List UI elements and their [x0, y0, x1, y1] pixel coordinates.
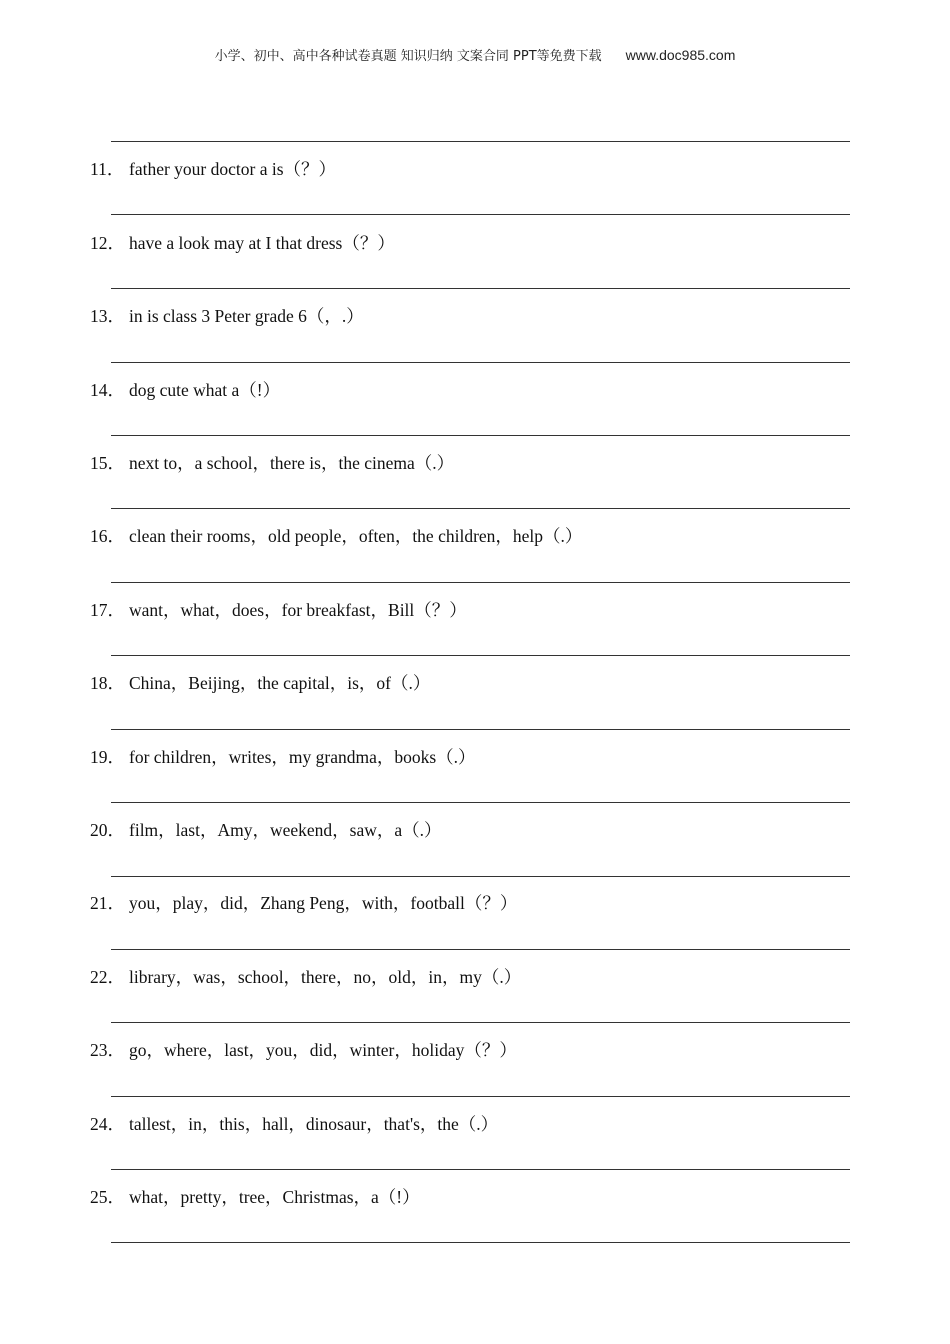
- question-number: 15．: [90, 453, 125, 473]
- answer-line-11[interactable]: [111, 214, 850, 215]
- question-18: [90, 672, 430, 694]
- answer-line[interactable]: [111, 141, 850, 142]
- question-13: [90, 305, 364, 327]
- question-number: 14．: [90, 380, 125, 400]
- question-16: [90, 525, 582, 547]
- question-number: 25．: [90, 1187, 125, 1207]
- answer-line-19[interactable]: [111, 802, 850, 803]
- question-text: clean their rooms，old people，often，the children，help（.）: [129, 526, 583, 546]
- question-21: [90, 892, 517, 914]
- question-number: 24．: [90, 1114, 125, 1134]
- question-11: [90, 158, 336, 180]
- header-site-link[interactable]: www.doc985.com: [625, 47, 736, 63]
- question-number: 22．: [90, 967, 125, 987]
- answer-line-18[interactable]: [111, 729, 850, 730]
- question-number: 12．: [90, 233, 125, 253]
- answer-line-14[interactable]: [111, 435, 850, 436]
- page-header: [0, 45, 950, 64]
- question-text: dog cute what a（!）: [129, 380, 281, 400]
- question-24: [90, 1113, 498, 1135]
- answer-line-21[interactable]: [111, 949, 850, 950]
- answer-line-13[interactable]: [111, 362, 850, 363]
- answer-line-23[interactable]: [111, 1096, 850, 1097]
- question-number: 13．: [90, 306, 125, 326]
- question-text: next to，a school，there is，the cinema（.）: [129, 453, 455, 473]
- question-19: [90, 746, 476, 768]
- question-20: [90, 819, 442, 841]
- question-number: 16．: [90, 526, 125, 546]
- header-text: 小学、初中、高中各种试卷真题 知识归纳 文案合同 PPT等免费下载: [214, 49, 602, 64]
- question-text: in is class 3 Peter grade 6（，.）: [129, 306, 364, 326]
- question-22: [90, 966, 521, 988]
- question-text: library，was，school，there，no，old，in，my（.）: [129, 967, 522, 987]
- question-number: 11．: [90, 159, 125, 179]
- question-text: film，last，Amy，weekend，saw，a（.）: [129, 820, 442, 840]
- answer-line-24[interactable]: [111, 1169, 850, 1170]
- answer-line-15[interactable]: [111, 508, 850, 509]
- question-25: [90, 1186, 420, 1208]
- question-17: [90, 599, 467, 621]
- question-14: [90, 379, 280, 401]
- question-number: 21．: [90, 893, 125, 913]
- question-text: you，play，did，Zhang Peng，with，football（？）: [129, 893, 518, 913]
- question-12: [90, 232, 395, 254]
- question-text: have a look may at I that dress（？）: [129, 233, 395, 253]
- question-text: China，Beijing，the capital，is，of（.）: [129, 673, 431, 693]
- question-number: 17．: [90, 600, 125, 620]
- answer-line-17[interactable]: [111, 655, 850, 656]
- answer-line-22[interactable]: [111, 1022, 850, 1023]
- question-text: for children，writes，my grandma，books（.）: [129, 747, 476, 767]
- question-text: what，pretty，tree，Christmas，a（!）: [129, 1187, 420, 1207]
- question-number: 18．: [90, 673, 125, 693]
- answer-line-20[interactable]: [111, 876, 850, 877]
- question-text: go，where，last，you，did，winter，holiday（？）: [129, 1040, 517, 1060]
- question-text: want，what，does，for breakfast，Bill（？）: [129, 600, 467, 620]
- question-text: father your doctor a is（？）: [129, 159, 337, 179]
- question-number: 23．: [90, 1040, 125, 1060]
- question-number: 20．: [90, 820, 125, 840]
- answer-line-25[interactable]: [111, 1242, 850, 1243]
- answer-line-12[interactable]: [111, 288, 850, 289]
- question-15: [90, 452, 454, 474]
- question-text: tallest，in，this，hall，dinosaur，that's，the（.）: [129, 1114, 499, 1134]
- question-23: [90, 1039, 517, 1061]
- question-number: 19．: [90, 747, 125, 767]
- answer-line-16[interactable]: [111, 582, 850, 583]
